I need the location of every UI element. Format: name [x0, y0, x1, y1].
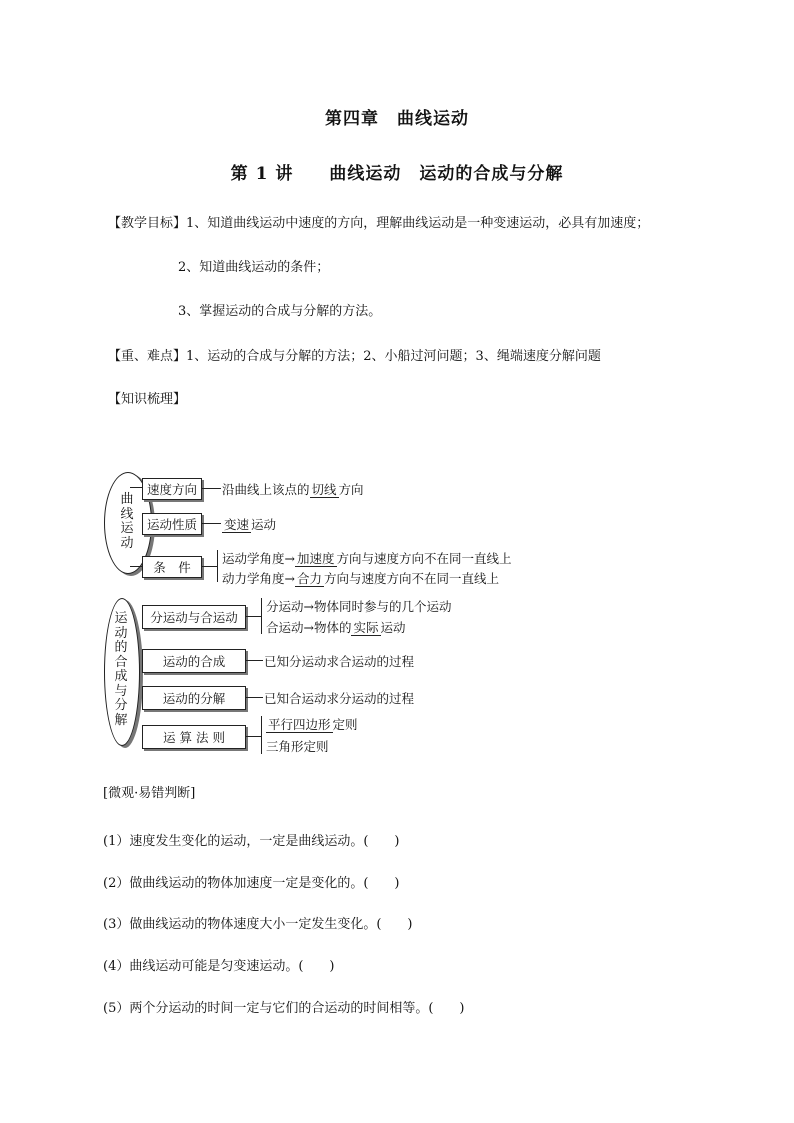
component-motion-text: 分运动→物体同时参与的几个运动	[266, 599, 452, 614]
blank-answer: 变速	[224, 517, 250, 532]
blank-answer: 平行四边形	[268, 717, 331, 732]
judgement-item: (3）做曲线运动的物体速度大小一定发生变化。( )	[103, 917, 413, 932]
box-component-resultant: 分运动与合运动	[142, 605, 246, 629]
composition-text: 已知分运动求合运动的过程	[264, 654, 415, 669]
parallelogram-rule-text: 平行四边形 定则	[268, 717, 358, 732]
box-velocity-direction: 速度方向	[142, 478, 202, 500]
key-points-text: 1、运动的合成与分解的方法；2、小船过河问题；3、绳端速度分解问题	[186, 349, 601, 364]
judgement-item: (4）曲线运动可能是匀变速运动。( )	[103, 959, 335, 974]
triangle-rule-text: 三角形定则	[266, 739, 329, 754]
condition-kinematics-text: 运动学角度→ 加速度 方向与速度方向不在同一直线上	[222, 551, 512, 566]
oval-label-curve-motion: 曲线运动	[120, 492, 134, 551]
box-condition: 条 件	[142, 556, 202, 578]
blank-answer: 切线	[311, 482, 337, 497]
box-decomposition: 运动的分解	[142, 686, 246, 710]
judgement-item: (1）速度发生变化的运动，一定是曲线运动。( )	[103, 834, 400, 849]
objectives-line-1	[108, 212, 649, 231]
knowledge-label: 【知识梳理】	[108, 392, 187, 407]
objective-item: 1、知道曲线运动中速度的方向，理解曲线运动是一种变速运动，必具有加速度；	[186, 216, 650, 231]
chapter-title: 第四章 曲线运动	[325, 109, 469, 129]
objective-item: 2、知道曲线运动的条件；	[178, 260, 330, 275]
resultant-motion-text: 合运动→物体的 实际 运动	[266, 620, 406, 635]
judgement-title: [微观·易错判断]	[103, 786, 196, 801]
blank-answer: 加速度	[296, 551, 335, 566]
key-points-label: 【重、难点】	[108, 349, 187, 364]
key-points-line	[108, 345, 601, 364]
judgement-item: (5）两个分运动的时间一定与它们的合运动的时间相等。( )	[103, 1001, 465, 1016]
box-motion-nature: 运动性质	[142, 513, 202, 535]
objective-item: 3、掌握运动的合成与分解的方法。	[178, 304, 382, 319]
oval-label-composition: 运动的合成与分解	[114, 611, 128, 728]
lesson-title: 第 1 讲 曲线运动 运动的合成与分解	[230, 164, 564, 184]
condition-dynamics-text: 动力学角度→ 合力 方向与速度方向不在同一直线上	[222, 571, 500, 586]
box-composition: 运动的合成	[142, 649, 246, 673]
motion-nature-text: 变速 运动	[224, 517, 277, 532]
decomposition-text: 已知合运动求分运动的过程	[264, 691, 415, 706]
judgement-item: (2）做曲线运动的物体加速度一定是变化的。( )	[103, 876, 400, 891]
blank-answer: 实际	[353, 620, 379, 635]
blank-answer: 合力	[296, 571, 322, 586]
box-operation-rule: 运 算 法 则	[142, 725, 246, 749]
objectives-label: 【教学目标】	[108, 216, 187, 231]
velocity-direction-text: 沿曲线上该点的 切线 方向	[222, 482, 364, 497]
